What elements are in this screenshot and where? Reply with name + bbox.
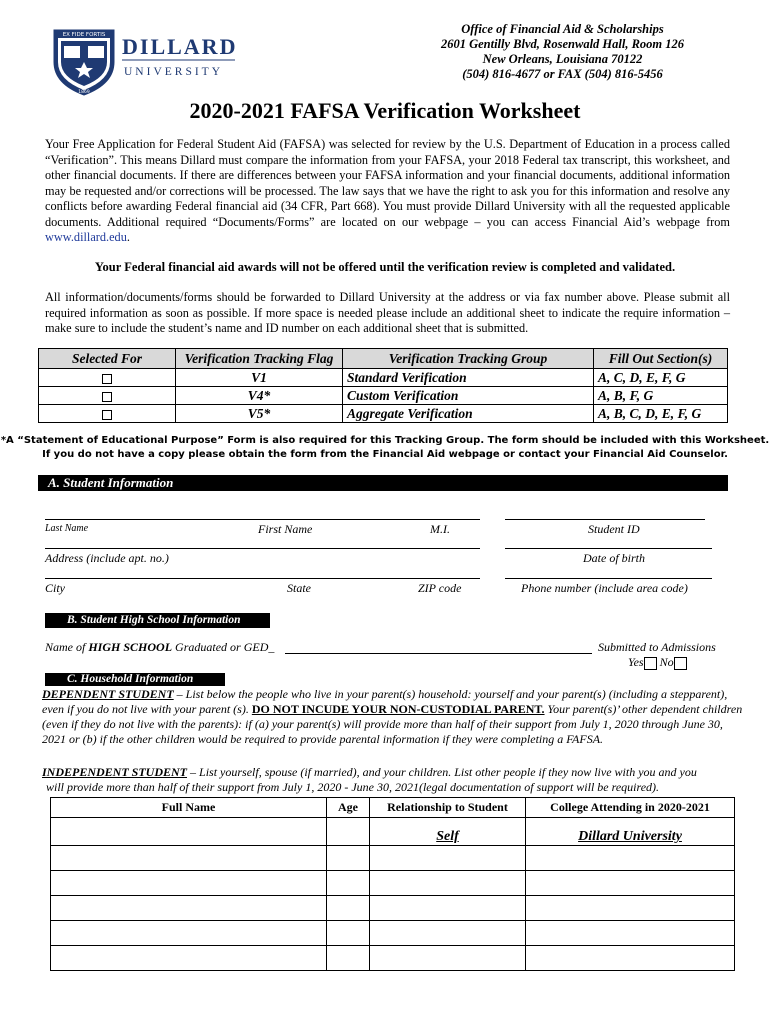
college-cell[interactable]: Dillard University bbox=[526, 818, 735, 846]
full-name-cell[interactable] bbox=[51, 921, 327, 946]
zip-label: ZIP code bbox=[418, 581, 462, 595]
section-b-header bbox=[45, 613, 270, 628]
dependent-student-text bbox=[42, 687, 762, 747]
dependent-line4: 2021 or (b) if the other children would be required to provide parental information if they were completing a FAFSA. bbox=[42, 732, 604, 746]
yes-no-row bbox=[628, 655, 687, 670]
independent-student-text bbox=[42, 765, 762, 795]
selected-cell bbox=[39, 369, 176, 387]
select-checkbox[interactable] bbox=[102, 392, 112, 402]
dependent-line2a: even if you do not live with your parent (s). bbox=[42, 702, 252, 716]
relationship-cell[interactable] bbox=[370, 946, 526, 971]
independent-label: INDEPENDENT STUDENT bbox=[42, 765, 188, 779]
address-label: Address (include apt. no.) bbox=[45, 551, 169, 565]
no-checkbox[interactable] bbox=[674, 657, 687, 670]
section-a-header bbox=[38, 475, 728, 491]
header-selected-for: Selected For bbox=[39, 349, 176, 369]
age-cell[interactable] bbox=[327, 921, 370, 946]
section-a-title: A. Student Information bbox=[48, 475, 174, 490]
state-label: State bbox=[287, 581, 311, 595]
phone-label: Phone number (include area code) bbox=[521, 581, 688, 595]
high-school-input-line[interactable] bbox=[285, 653, 592, 654]
dillard-shield-icon bbox=[50, 22, 240, 97]
warning-text: Your Federal financial aid awards will not be offered until the verification review is completed and validated. bbox=[94, 260, 676, 274]
group-cell: Standard Verification bbox=[343, 369, 594, 387]
header-college: College Attending in 2020-2021 bbox=[526, 798, 735, 818]
svg-text:DILLARD: DILLARD bbox=[122, 34, 238, 59]
tracking-row bbox=[39, 405, 728, 423]
name-input-line[interactable] bbox=[45, 519, 480, 520]
office-line: 2601 Gentilly Blvd, Rosenwald Hall, Room 126 bbox=[440, 37, 685, 51]
household-row bbox=[51, 871, 735, 896]
college-cell[interactable] bbox=[526, 921, 735, 946]
age-cell[interactable] bbox=[327, 818, 370, 846]
household-row bbox=[51, 896, 735, 921]
high-school-row bbox=[45, 640, 274, 655]
office-line: (504) 816-4677 or FAX (504) 816-5456 bbox=[462, 67, 663, 81]
office-address bbox=[380, 22, 745, 82]
age-cell[interactable] bbox=[327, 896, 370, 921]
full-name-cell[interactable] bbox=[51, 818, 327, 846]
selected-cell bbox=[39, 405, 176, 423]
tracking-row bbox=[39, 369, 728, 387]
tracking-table bbox=[38, 348, 728, 423]
last-name-label: Last Name bbox=[45, 523, 89, 534]
dillard-logo bbox=[50, 22, 240, 97]
office-line: Office of Financial Aid & Scholarships bbox=[461, 22, 664, 36]
sections-cell: A, C, D, E, F, G bbox=[594, 369, 728, 387]
tracking-row bbox=[39, 387, 728, 405]
svg-text:EX FIDE FORTIS: EX FIDE FORTIS bbox=[62, 32, 106, 38]
high-school-text: HIGH SCHOOL bbox=[88, 640, 173, 654]
dependent-label: DEPENDENT STUDENT bbox=[42, 687, 174, 701]
city-input-line[interactable] bbox=[45, 578, 480, 579]
full-name-cell[interactable] bbox=[51, 871, 327, 896]
sections-cell: A, B, C, D, E, F, G bbox=[594, 405, 728, 423]
full-name-cell[interactable] bbox=[51, 946, 327, 971]
header-tracking-group: Verification Tracking Group bbox=[343, 349, 594, 369]
no-label: No bbox=[659, 655, 674, 669]
mi-label: M.I. bbox=[430, 522, 450, 536]
section-c-header bbox=[45, 673, 225, 686]
svg-text:UNIVERSITY: UNIVERSITY bbox=[124, 66, 223, 78]
full-name-cell[interactable] bbox=[51, 846, 327, 871]
city-label: City bbox=[45, 581, 65, 595]
section-c-title: C. Household Information bbox=[67, 673, 194, 685]
first-name-label: First Name bbox=[258, 522, 313, 536]
full-name-cell[interactable] bbox=[51, 896, 327, 921]
group-cell: Aggregate Verification bbox=[343, 405, 594, 423]
college-cell[interactable] bbox=[526, 871, 735, 896]
selected-cell bbox=[39, 387, 176, 405]
dependent-line2c: Your parent(s)’ other dependent children bbox=[544, 702, 743, 716]
svg-text:1869: 1869 bbox=[78, 90, 90, 95]
age-cell[interactable] bbox=[327, 946, 370, 971]
relationship-cell[interactable] bbox=[370, 871, 526, 896]
college-cell[interactable] bbox=[526, 896, 735, 921]
tracking-note bbox=[0, 434, 770, 462]
select-checkbox[interactable] bbox=[102, 410, 112, 420]
yes-checkbox[interactable] bbox=[644, 657, 657, 670]
office-line: New Orleans, Louisiana 70122 bbox=[482, 52, 643, 66]
header-age: Age bbox=[327, 798, 370, 818]
group-cell: Custom Verification bbox=[343, 387, 594, 405]
address-input-line[interactable] bbox=[45, 548, 480, 549]
note-line: If you do not have a copy please obtain the form from the Financial Aid webpage or contact your Financial Aid Counselor. bbox=[42, 449, 728, 460]
header-relationship: Relationship to Student bbox=[370, 798, 526, 818]
note-line: *A “Statement of Educational Purpose” Form is also required for this Tracking Group. The form should be included with this Worksheet. bbox=[0, 435, 770, 446]
yes-label: Yes bbox=[628, 655, 644, 669]
independent-line1: – List yourself, spouse (if married), and your children. List other people if they now live with you and you bbox=[187, 765, 697, 779]
section-b-title: B. Student High School Information bbox=[67, 614, 241, 626]
non-custodial-warning: DO NOT INCUDE YOUR NON-CUSTODIAL PARENT. bbox=[251, 702, 545, 716]
household-header-row bbox=[51, 798, 735, 818]
relationship-cell[interactable] bbox=[370, 846, 526, 871]
relationship-cell[interactable] bbox=[370, 921, 526, 946]
header-fill-sections: Fill Out Section(s) bbox=[594, 349, 728, 369]
age-cell[interactable] bbox=[327, 846, 370, 871]
intro-text: Your Free Application for Federal Student Aid (FAFSA) was selected for review by the U.S. Department of Education in a process called “Verification”. This means Dillard must compare the information from your FAFSA, your 2018 Federal tax transcript, this worksheet, and other financial documents. If there are differences between your FAFSA information and your financial documents, additional information may be requested and/or corrections will be processed. The law says that we have the right to ask you for this information and resolve any conflicts before awarding Federal financial aid (34 CFR, Part 668). You must provide Dillard University with all the requested applicable documents. Additional required “Documents/Forms” are located on our webpage – you can access Financial Aid’s webpage from bbox=[45, 137, 730, 229]
header-full-name: Full Name bbox=[51, 798, 327, 818]
submitted-admissions-label: Submitted to Admissions bbox=[598, 640, 716, 654]
flag-cell: V1 bbox=[176, 369, 343, 387]
dependent-line1: – List below the people who live in your parent(s) household: yourself and your parent(s) (including a stepparent), bbox=[173, 687, 728, 701]
dob-label: Date of birth bbox=[583, 551, 645, 565]
household-row bbox=[51, 818, 735, 846]
name-of-text: Name of bbox=[45, 640, 89, 654]
page-title: 2020-2021 FAFSA Verification Worksheet bbox=[189, 98, 581, 123]
dillard-link[interactable]: www.dillard.edu bbox=[45, 230, 127, 244]
independent-line2: will provide more than half of their support from July 1, 2020 - June 30, 2021(legal documentation of support will be required). bbox=[46, 780, 660, 794]
household-row bbox=[51, 921, 735, 946]
dob-input-line[interactable] bbox=[505, 548, 712, 549]
sections-cell: A, B, F, G bbox=[594, 387, 728, 405]
flag-cell: V4* bbox=[176, 387, 343, 405]
graduated-text: Graduated or GED_ bbox=[172, 640, 275, 654]
tracking-header-row bbox=[39, 349, 728, 369]
intro-end: . bbox=[126, 230, 130, 244]
header-tracking-flag: Verification Tracking Flag bbox=[176, 349, 343, 369]
relationship-cell[interactable]: Self bbox=[370, 818, 526, 846]
household-row bbox=[51, 946, 735, 971]
age-cell[interactable] bbox=[327, 871, 370, 896]
relationship-cell[interactable] bbox=[370, 896, 526, 921]
household-table bbox=[50, 797, 735, 971]
student-id-input-line[interactable] bbox=[505, 519, 705, 520]
college-cell[interactable] bbox=[526, 946, 735, 971]
select-checkbox[interactable] bbox=[102, 374, 112, 384]
dependent-line3: (even if they do not live with the parents): if (a) your parent(s) will provide more than half of their support from July 1, 2020 through June 30, bbox=[42, 717, 723, 731]
flag-cell: V5* bbox=[176, 405, 343, 423]
college-cell[interactable] bbox=[526, 846, 735, 871]
forward-paragraph: All information/documents/forms should be forwarded to Dillard University at the address or via fax number above. Please submit all required information as soon as possible. If more space is needed please include an additional sheet to indicate the require information – make sure to include the student’s name and ID number on each additional sheet that is submitted. bbox=[45, 290, 730, 335]
intro-paragraph bbox=[45, 137, 730, 246]
student-id-label: Student ID bbox=[588, 522, 640, 536]
phone-input-line[interactable] bbox=[505, 578, 712, 579]
household-row bbox=[51, 846, 735, 871]
